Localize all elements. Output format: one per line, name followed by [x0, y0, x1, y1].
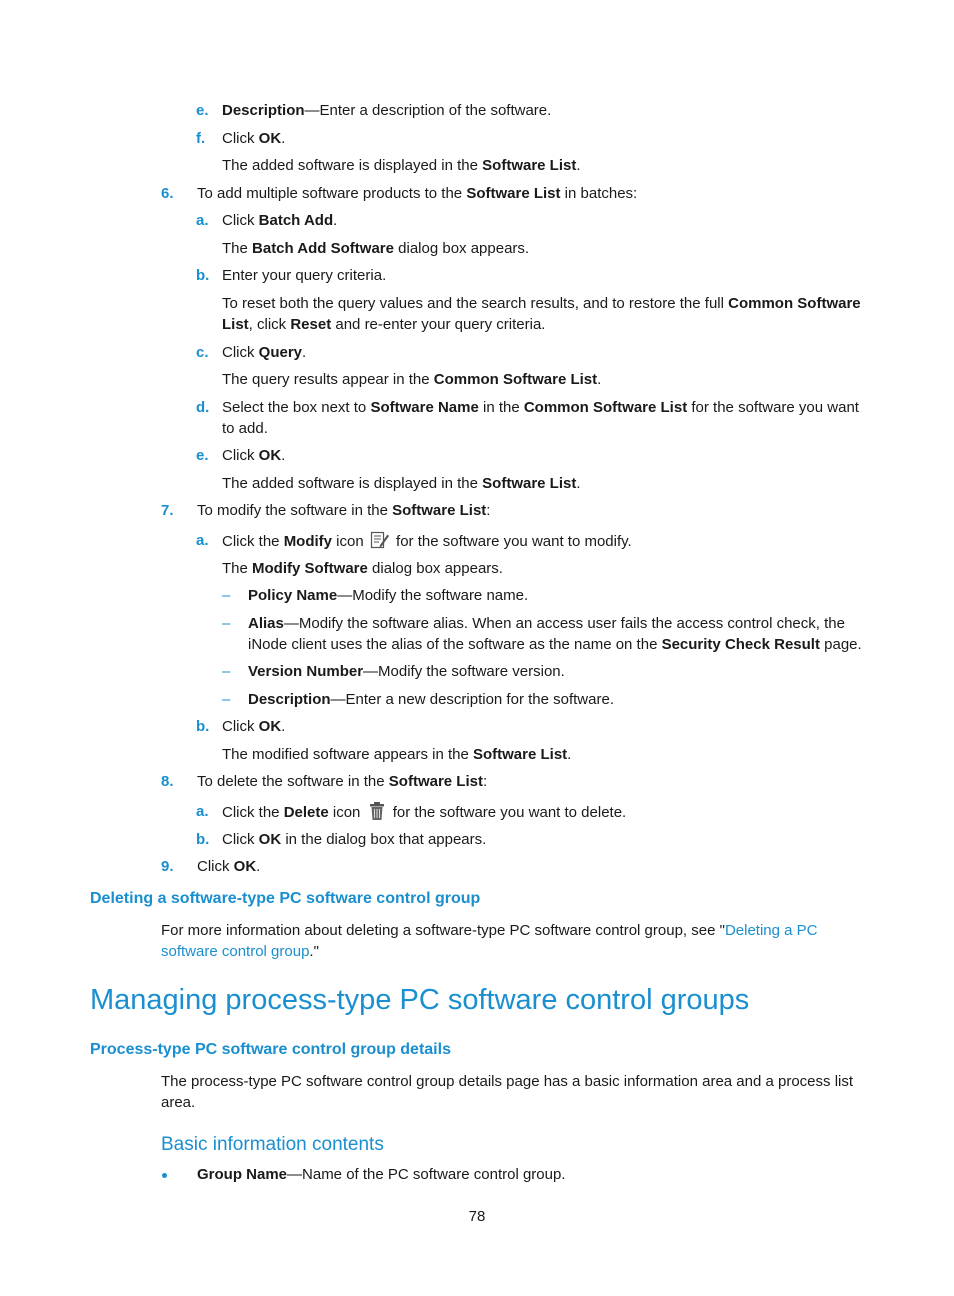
step-note: The Batch Add Software dialog box appears.: [222, 240, 530, 257]
step-text: Click Batch Add.: [222, 212, 338, 229]
step-text: To add multiple software products to the Software List in batches:: [197, 185, 638, 202]
bullet-item: Group Name—Name of the PC software control group.: [197, 1166, 566, 1183]
step-marker: e.: [196, 447, 209, 464]
field-item: Alias—Modify the software alias. When an access user fails the access control check, the: [248, 615, 845, 632]
step-text: To delete the software in the Software List:: [197, 773, 488, 790]
step-marker: b.: [196, 718, 210, 735]
cross-ref-link[interactable]: Deleting a PC: [724, 922, 818, 939]
section-heading: Deleting a software-type PC software control group: [90, 890, 481, 907]
step-text: Description—Enter a description of the software.: [222, 102, 552, 119]
step-marker: 8.: [161, 773, 174, 790]
step-marker: e.: [196, 102, 209, 119]
dash-marker: –: [222, 691, 231, 708]
dash-marker: –: [222, 587, 231, 604]
step-text: Select the box next to Software Name in the Common Software List for the software you want: [222, 399, 859, 416]
step-note: The added software is displayed in the Software List.: [222, 157, 581, 174]
step-text: Click OK.: [222, 447, 286, 464]
step-marker: c.: [196, 344, 209, 361]
section-heading: Process-type PC software control group details: [90, 1041, 451, 1058]
chapter-heading: Managing process-type PC software control groups: [90, 984, 750, 1016]
step-text: Click OK.: [222, 130, 286, 147]
bullet-dot: [162, 1173, 167, 1178]
paragraph: The process-type PC software control group details page has a basic information area and a process list: [161, 1073, 854, 1090]
trash-icon: [367, 801, 387, 821]
step-text: Click Query.: [222, 344, 307, 361]
step-marker: f.: [196, 130, 206, 147]
step-marker: b.: [196, 267, 210, 284]
step-text: Enter your query criteria.: [222, 267, 387, 284]
step-text: Click the Modify icon for the software you want to modify.: [222, 530, 632, 552]
field-item: Version Number—Modify the software version.: [248, 663, 565, 680]
step-text: Click the Delete icon for the software you want to delete.: [222, 801, 626, 823]
step-note: To reset both the query values and the search results, and to restore the full Common Software: [222, 295, 861, 312]
paragraph: For more information about deleting a software-type PC software control group, see "Deleting a PC: [161, 922, 818, 939]
step-text-cont: to add.: [222, 420, 268, 437]
subsection-heading: Basic information contents: [161, 1134, 384, 1155]
step-marker: a.: [196, 212, 209, 229]
step-note: The query results appear in the Common Software List.: [222, 371, 602, 388]
step-text: To modify the software in the Software List:: [197, 502, 491, 519]
step-marker: b.: [196, 831, 210, 848]
step-marker: a.: [196, 803, 209, 820]
step-text: Click OK.: [197, 858, 261, 875]
step-marker: a.: [196, 532, 209, 549]
paragraph-cont: area.: [161, 1094, 196, 1111]
step-marker: 9.: [161, 858, 174, 875]
step-note: The modified software appears in the Software List.: [222, 746, 572, 763]
dash-marker: –: [222, 615, 231, 632]
paragraph-cont: software control group.": [161, 943, 319, 960]
step-text: Click OK in the dialog box that appears.: [222, 831, 487, 848]
step-note: List, click Reset and re-enter your query criteria.: [222, 316, 546, 333]
field-item: Policy Name—Modify the software name.: [248, 587, 529, 604]
field-item: Description—Enter a new description for the software.: [248, 691, 614, 708]
page-number: 78: [468, 1208, 486, 1225]
field-item-cont: iNode client uses the alias of the software as the name on the Security Check Result page.: [248, 636, 862, 653]
step-marker: 7.: [161, 502, 174, 519]
step-text: Click OK.: [222, 718, 286, 735]
dash-marker: –: [222, 663, 231, 680]
edit-icon: [370, 530, 390, 550]
step-marker: 6.: [161, 185, 174, 202]
step-note: The Modify Software dialog box appears.: [222, 560, 503, 577]
step-marker: d.: [196, 399, 210, 416]
cross-ref-link[interactable]: software control group: [161, 943, 310, 960]
step-note: The added software is displayed in the Software List.: [222, 475, 581, 492]
